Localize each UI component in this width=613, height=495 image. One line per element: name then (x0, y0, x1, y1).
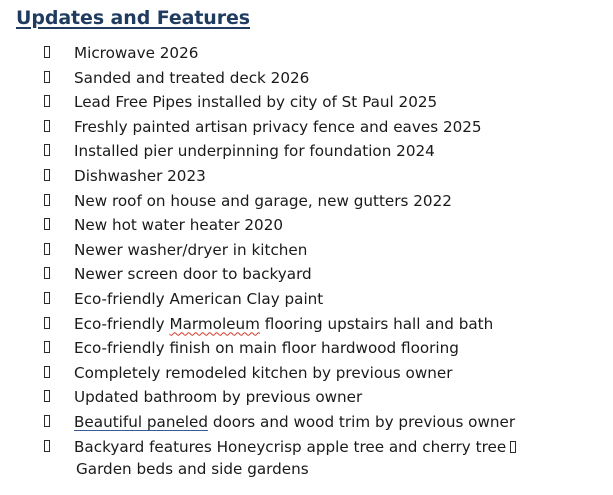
list-item (0, 386, 613, 411)
missing-glyph-bullet-icon (44, 169, 50, 181)
list-item-text: Eco-friendly finish on main floor hardwood flooring (74, 339, 459, 358)
missing-glyph-bullet-icon (44, 415, 50, 427)
missing-glyph-bullet-icon (44, 46, 50, 58)
list-item-text: Sanded and treated deck 2026 (74, 68, 310, 87)
spellcheck-flagged-word[interactable]: Marmoleum (169, 314, 260, 333)
missing-glyph-bullet-icon (44, 317, 50, 329)
list-item (0, 436, 613, 482)
list-item-text: Dishwasher 2023 (74, 166, 206, 185)
list-item (0, 140, 613, 165)
missing-glyph-bullet-icon (44, 366, 50, 378)
missing-glyph-bullet-icon (44, 95, 50, 107)
missing-glyph-bullet-icon (44, 120, 50, 132)
list-item-text (74, 411, 515, 433)
list-item-text-pre: Eco-friendly (74, 314, 170, 333)
list-item-text-post: flooring upstairs hall and bath (259, 314, 494, 333)
list-item (0, 337, 613, 362)
list-item-text: Updated bathroom by previous owner (74, 388, 363, 407)
list-item (0, 91, 613, 116)
list-item-text (74, 436, 594, 480)
list-item-text: New roof on house and garage, new gutters 2022 (74, 191, 452, 210)
list-item-text: Eco-friendly American Clay paint (74, 289, 324, 308)
missing-glyph-bullet-icon (44, 194, 50, 206)
list-item-text: Lead Free Pipes installed by city of St Paul 2025 (74, 93, 438, 112)
missing-glyph-bullet-icon (44, 243, 50, 255)
list-item-text: New hot water heater 2020 (74, 216, 284, 235)
list-item (0, 190, 613, 215)
missing-glyph-bullet-icon (44, 71, 50, 83)
missing-glyph-bullet-icon (44, 390, 50, 402)
missing-glyph-bullet-icon (44, 144, 50, 156)
missing-glyph-inline-icon (510, 441, 516, 453)
list-item-text: Completely remodeled kitchen by previous owner (74, 363, 453, 382)
missing-glyph-bullet-icon (44, 341, 50, 353)
list-item-text-post: doors and wood trim by previous owner (208, 412, 516, 431)
list-item-text: Newer screen door to backyard (74, 265, 312, 284)
list-item (0, 165, 613, 190)
list-item (0, 263, 613, 288)
list-item (0, 288, 613, 313)
list-item (0, 214, 613, 239)
list-item (0, 411, 613, 436)
features-list (0, 42, 613, 482)
list-item-text-line2: Garden beds and side gardens (76, 459, 309, 478)
list-item-text: Microwave 2026 (74, 44, 199, 62)
missing-glyph-bullet-icon (44, 267, 50, 279)
underlined-phrase[interactable]: Beautiful paneled (74, 412, 209, 431)
list-item-text-line1: Backyard features Honeycrisp apple tree and cherry tree (74, 437, 507, 456)
list-item-text (74, 313, 493, 335)
missing-glyph-bullet-icon (44, 218, 50, 230)
list-item (0, 362, 613, 387)
list-item (0, 42, 613, 67)
list-item-text: Installed pier underpinning for foundation 2024 (74, 142, 435, 161)
list-item (0, 313, 613, 338)
list-item (0, 239, 613, 264)
list-item (0, 116, 613, 141)
list-item (0, 67, 613, 92)
section-heading: Updates and Features (16, 7, 250, 29)
missing-glyph-bullet-icon (44, 440, 50, 452)
list-item-text: Freshly painted artisan privacy fence and eaves 2025 (74, 117, 482, 136)
missing-glyph-bullet-icon (44, 292, 50, 304)
list-item-text: Newer washer/dryer in kitchen (74, 240, 308, 259)
